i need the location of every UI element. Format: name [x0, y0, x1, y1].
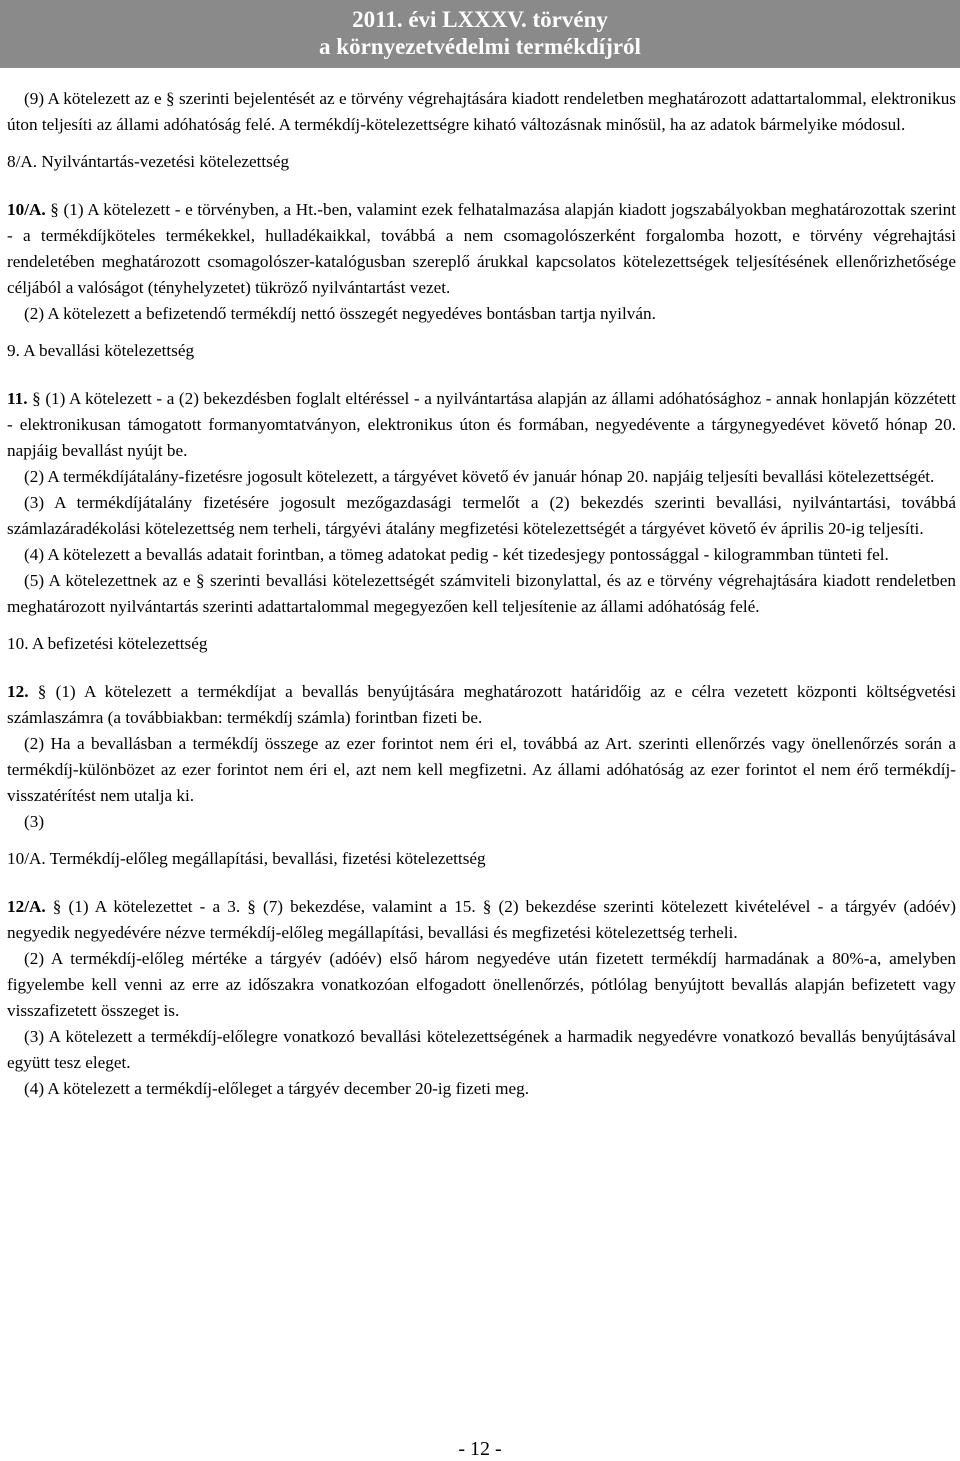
section-11-paragraph-2: (2) A termékdíjátalány-fizetésre jogosult kötelezett, a tárgyévet követő év január hónap 20. napjáig teljesíti bevallási kötelezettségét.	[24, 467, 935, 486]
section-11-paragraph-5: (5) A kötelezettnek az e § szerinti bevallási kötelezettségét számviteli bizonylattal, és az e törvény végrehajtására kiadott rendeletben meghatározott nyilvántartás szerinti adattartalommal megegyezően kell teljesítenie az állami adóhatóság felé.	[7, 571, 956, 616]
section-12-text-1: § (1) A kötelezett a termékdíjat a bevallás benyújtására meghatározott határidőig az e célra vezetett központi költségvetési számlaszámra (a továbbiakban: termékdíj számla) forintban fizeti be.	[7, 682, 957, 727]
section-11-paragraph-1	[7, 386, 956, 464]
section-12a-paragraph-2: (2) A termékdíj-előleg mértéke a tárgyév (adóév) első három negyedéve után fizetett termékdíj harmadának a 80%-a, amelyben figyelembe kell venni az erre az időszakra vonatkozóan elfogadott önellenőrzés, pótlólag benyújtott bevallás alapján befizetett vagy visszafizetett összeget is.	[7, 949, 956, 1020]
section-11-text-1: § (1) A kötelezett - a (2) bekezdésben foglalt eltéréssel - a nyilvántartása alapján az állami adóhatósághoz - annak honlapján közzétett - elektronikusan támogatott formanyomtatványon, elektronikus úton és formában, negyedévente a tárgynegyedévet követő hónap 20. napjáig bevallást nyújt be.	[7, 389, 957, 460]
section-heading-8a: 8/A. Nyilvántartás-vezetési kötelezettség	[7, 152, 290, 171]
document-body	[7, 86, 956, 1102]
header-title-line1: 2011. évi LXXXV. törvény	[352, 7, 608, 32]
document-header	[0, 0, 960, 68]
section-heading-10a: 10/A. Termékdíj-előleg megállapítási, bevallási, fizetési kötelezettség	[7, 849, 486, 868]
section-10a-paragraph-1	[7, 197, 956, 301]
page-number: - 12 -	[458, 1438, 502, 1460]
section-12a-paragraph-4: (4) A kötelezett a termékdíj-előleget a tárgyév december 20-ig fizeti meg.	[24, 1079, 530, 1098]
section-12-paragraph-2: (2) Ha a bevallásban a termékdíj összege az ezer forintot nem éri el, továbbá az Art. szerinti ellenőrzés vagy önellenőrzés során a termékdíj-különbözet az ezer forintot nem éri el, azt nem kell megfizetni. Az állami adóhatóság az ezer forintot el nem érő termékdíj-visszatérítést nem utalja ki.	[7, 734, 956, 805]
section-12a-text-1: § (1) A kötelezettet - a 3. § (7) bekezdése, valamint a 15. § (2) bekezdése szerinti kötelezett kivételével - a tárgyév (adóév) negyedik negyedévére nézve termékdíj-előleg megállapítási, bevallási és megfizetési kötelezettség terheli.	[7, 897, 956, 942]
section-11-paragraph-4: (4) A kötelezett a bevallás adatait forintban, a tömeg adatokat pedig - két tizedesjegy pontossággal - kilogrammban tünteti fel.	[24, 545, 889, 564]
section-heading-9: 9. A bevallási kötelezettség	[7, 341, 195, 360]
section-12a-paragraph-3: (3) A kötelezett a termékdíj-előlegre vonatkozó bevallási kötelezettségének a harmadik negyedévre vonatkozó bevallás benyújtásával együtt tesz eleget.	[7, 1027, 956, 1072]
section-number-12a: 12/A.	[7, 897, 46, 916]
section-12-paragraph-3: (3)	[24, 812, 45, 831]
section-heading-10: 10. A befizetési kötelezettség	[7, 634, 208, 653]
header-title-line2: a környezetvédelmi termékdíjról	[319, 34, 641, 59]
section-11-paragraph-3: (3) A termékdíjátalány fizetésére jogosult mezőgazdasági termelőt a (2) bekezdés szerinti bevallási, nyilvántartási, továbbá számlazáradékolási kötelezettség nem terheli, tárgyévi átalány megfizetési kötelezettségét a tárgyévet követő év április 20-ig teljesíti.	[7, 493, 956, 538]
section-10a-paragraph-2: (2) A kötelezett a befizetendő termékdíj nettó összegét negyedéves bontásban tartja nyilván.	[24, 304, 656, 323]
section-number-11: 11.	[7, 389, 28, 408]
section-10a-text-1: § (1) A kötelezett - e törvényben, a Ht.-ben, valamint ezek felhatalmazása alapján kiadott jogszabályokban meghatározottak szerint - a termékdíjköteles termékekkel, hulladékaikkal, továbbá a nem csomagolószerként forgalomba hozott, e törvény végrehajtási rendeletében meghatározott csomagolószer-katalógusban szereplő árukkal kapcsolatos kötelezettségek teljesítésének ellenőrizhetősége céljából a valóságot (tényhelyzetet) tükröző nyilvántartást vezet.	[7, 200, 957, 297]
section-number-12: 12.	[7, 682, 29, 701]
section-12-paragraph-1	[7, 679, 956, 731]
section-number-10a: 10/A.	[7, 200, 46, 219]
section-12a-paragraph-1	[7, 894, 956, 946]
paragraph-9-9: (9) A kötelezett az e § szerinti bejelentését az e törvény végrehajtására kiadott rendeletben meghatározott adattartalommal, elektronikus úton teljesíti az állami adóhatóság felé. A termékdíj-kötelezettségre kiható változásnak minősül, ha az adatok bármelyike módosul.	[7, 89, 956, 134]
